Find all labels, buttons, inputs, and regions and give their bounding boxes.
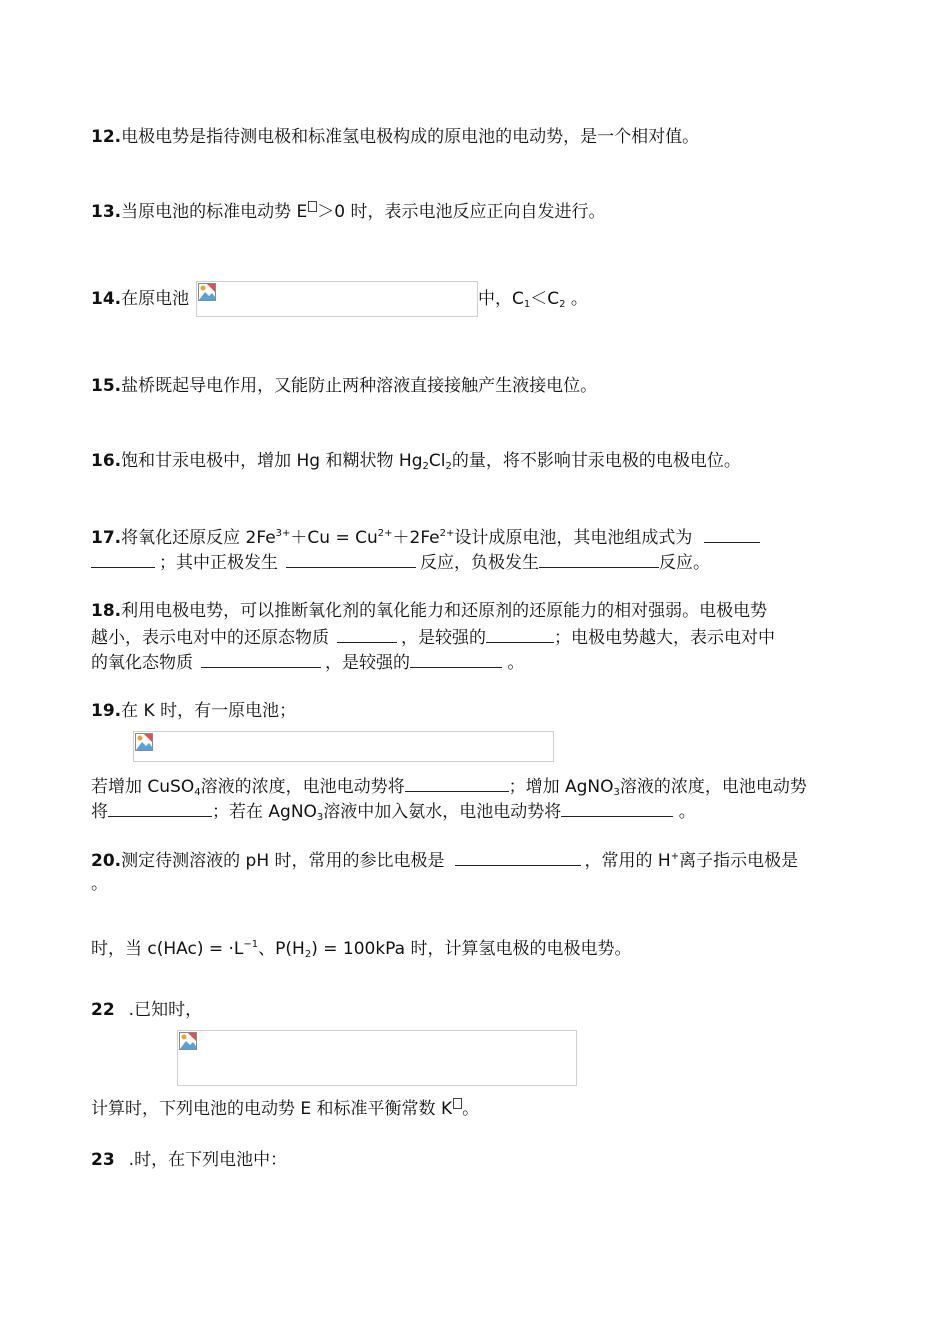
fill-blank[interactable] [539, 549, 659, 568]
superscript: + [670, 851, 680, 862]
question-number: 23 [91, 1150, 115, 1170]
question-text: .时，在下列电池中： [128, 1150, 288, 1170]
subscript: 3 [613, 787, 620, 798]
fill-blank[interactable] [410, 649, 502, 668]
question-text: ＋Cu = Cu [290, 528, 378, 548]
question-text: 饱和甘汞电极中，增加 Hg 和糊状物 Hg [121, 451, 423, 471]
question-number: 12. [91, 127, 122, 147]
question-text: 。 [502, 653, 525, 673]
fill-blank[interactable] [201, 649, 321, 668]
question-17-line-2 [91, 549, 710, 576]
question-number: 20. [91, 851, 122, 871]
subscript: 4 [194, 787, 201, 798]
cell-diagram-image [133, 731, 554, 762]
fill-blank[interactable] [704, 524, 760, 543]
question-number: 19. [91, 701, 122, 721]
question-text: 反应。 [659, 553, 710, 573]
question-text: 测定待测溶液的 pH 时，常用的参比电极是 [121, 851, 445, 871]
superscript: 3+ [275, 528, 291, 539]
question-text: 溶液中加入氨水，电池电动势将 [323, 802, 562, 822]
question-text: ) = 100kPa 时，计算氢电极的电极电势。 [311, 939, 632, 959]
question-text: 将 [91, 802, 108, 822]
question-19-line-1 [91, 699, 296, 724]
question-text: 利用电极电势，可以推断氧化剂的氧化能力和还原剂的还原能力的相对强弱。电极电势 [121, 601, 768, 621]
question-text: 反应，负极发生 [420, 553, 539, 573]
question-18-line-2 [91, 624, 775, 651]
broken-image-icon [179, 1032, 197, 1050]
question-19-line-2 [91, 773, 807, 800]
question-number: 15. [91, 376, 122, 396]
question-text: ，是较强的 [401, 628, 486, 648]
subscript: 2 [559, 299, 566, 310]
question-number: 18. [91, 601, 122, 621]
superscript: 2+ [439, 528, 455, 539]
question-text: ＞0 时，表示电池反应正向自发进行。 [317, 202, 606, 222]
question-text: 中，C [478, 289, 524, 309]
question-text: ；若在 AgNO [212, 802, 317, 822]
question-number: 14. [91, 289, 122, 309]
superscript: 2+ [377, 528, 393, 539]
question-text: ，是较强的 [325, 653, 410, 673]
question-text: 。 [462, 1099, 480, 1119]
question-text: 若增加 CuSO [91, 777, 195, 797]
question-text: .已知时， [128, 1000, 203, 1020]
question-text: 。 [91, 874, 108, 894]
question-text: 在 K 时，有一原电池； [121, 701, 297, 721]
question-23 [91, 1148, 287, 1173]
question-text: 设计成原电池，其电池组成式为 [454, 528, 693, 548]
fill-blank[interactable] [286, 549, 416, 568]
cell-diagram-image [177, 1030, 577, 1086]
question-18-line-3 [91, 649, 524, 676]
question-text: 溶液的浓度，电池电动势将 [200, 777, 405, 797]
cell-diagram-image [196, 281, 478, 317]
subscript: 3 [316, 812, 324, 823]
fill-blank[interactable] [108, 798, 212, 817]
question-number: 17. [91, 528, 122, 548]
question-13 [91, 200, 606, 225]
fill-blank[interactable] [91, 549, 155, 568]
question-text: 当原电池的标准电动势 E [121, 202, 308, 222]
question-18-line-1 [91, 599, 767, 624]
question-text: 的量，将不影响甘汞电极的电极电位。 [451, 451, 741, 471]
fill-blank[interactable] [455, 847, 581, 866]
question-14-tail [478, 287, 588, 312]
question-number: 13. [91, 202, 122, 222]
question-text: 。 [673, 802, 696, 822]
question-text: ，常用的 H [584, 851, 671, 871]
question-14 [91, 287, 189, 312]
question-text: 的氧化态物质 [91, 653, 193, 673]
question-text: ＜C [530, 289, 560, 309]
question-text: 越小，表示电对中的还原态物质 [91, 628, 329, 648]
subscript: 2 [304, 949, 312, 960]
fill-blank[interactable] [337, 624, 397, 643]
question-number: 16. [91, 451, 122, 471]
question-15 [91, 374, 597, 399]
superscript: −1 [243, 939, 259, 950]
fill-blank[interactable] [486, 624, 554, 643]
question-text: 离子指示电极是 [679, 851, 799, 871]
question-text: 时，当 c(HAc) = ·L [91, 939, 244, 959]
question-text: 电极电势是指待测电极和标准氢电极构成的原电池的电动势，是一个相对值。 [121, 127, 700, 147]
question-22-line-1 [91, 998, 202, 1023]
subscript: 2 [445, 461, 452, 472]
question-21 [91, 937, 632, 962]
question-text: Cl [428, 451, 446, 471]
question-text: ；电极电势越大，表示电对中 [554, 628, 775, 648]
question-text: 盐桥既起导电作用，又能防止两种溶液直接接触产生液接电位。 [121, 376, 598, 396]
question-20-line-1 [91, 847, 798, 874]
question-number: 22 [91, 1000, 115, 1020]
broken-image-icon [198, 283, 216, 301]
question-text: 在原电池 [121, 289, 190, 309]
fill-blank[interactable] [405, 773, 509, 792]
question-17-line-1 [91, 524, 764, 551]
question-20-line-2 [91, 872, 108, 897]
standard-state-symbol [453, 1098, 462, 1109]
subscript: 2 [422, 461, 429, 472]
fill-blank[interactable] [561, 798, 673, 817]
question-12 [91, 125, 699, 150]
subscript: 1 [523, 299, 531, 310]
question-text: 溶液的浓度，电池电动势 [619, 777, 807, 797]
question-text: 将氧化还原反应 2Fe [121, 528, 276, 548]
question-16 [91, 449, 741, 474]
question-19-line-3 [91, 798, 696, 825]
broken-image-icon [135, 733, 153, 751]
question-text: 计算时，下列电池的电动势 E 和标准平衡常数 K [91, 1099, 453, 1119]
question-text: ；其中正极发生 [159, 553, 278, 573]
question-text: 。 [565, 289, 588, 309]
question-text: ；增加 AgNO [508, 777, 614, 797]
question-text: 、P(H [258, 939, 305, 959]
standard-state-symbol [308, 201, 317, 212]
question-22-line-2 [91, 1097, 479, 1122]
question-text: ＋2Fe [392, 528, 440, 548]
